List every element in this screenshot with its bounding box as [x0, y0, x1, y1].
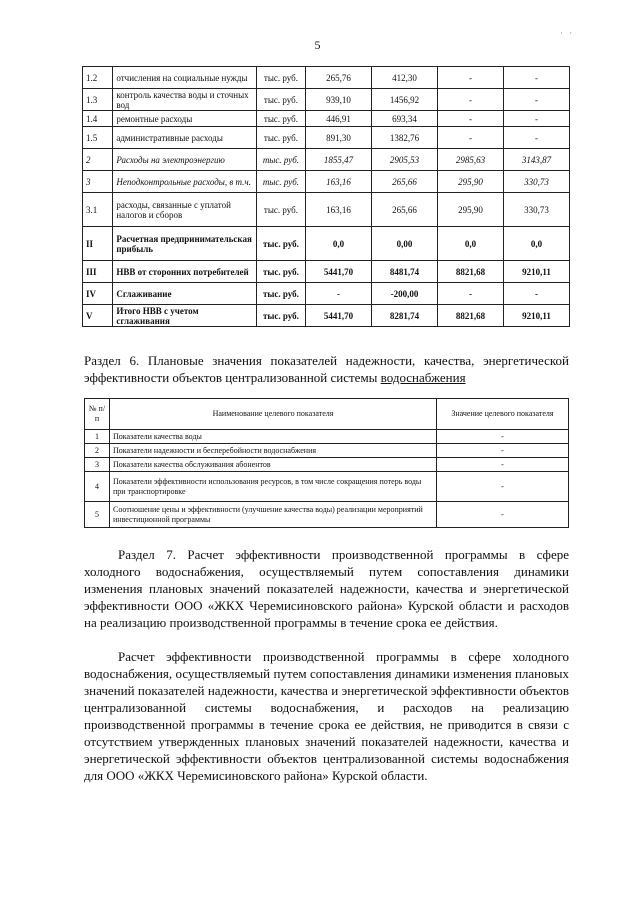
row-unit: тыс. руб. [256, 305, 305, 327]
row-value-4: - [503, 89, 569, 111]
calculation-paragraph: Расчет эффективности производственной программы в сфере холодного водоснабжения, осуществляемый путем сопоставления динамики изменения плановых значений показателей надежности, качества и энергетической эффективности объектов централизованной системы водоснабжения, и расходов на реализацию производственной программы в течение срока ее действия, не приводится в связи с отсутствием утвержденных плановых значений показателей надежности, качества и энергетической эффективности объектов централизованной системы водоснабжения для ООО «ЖКХ Черемисиновского района» Курской области. [84, 649, 569, 783]
cost-table-row [83, 305, 570, 327]
page-number: 5 [314, 38, 321, 52]
row-value-4: 9210,11 [503, 305, 569, 327]
row-name: Сглаживание [113, 283, 256, 305]
row-value-4: 0,0 [503, 227, 569, 261]
indicator-name: Соотношение цены и эффективности (улучшение качества воды) реализации мероприятий инвестиционной программы [110, 502, 437, 528]
row-number: IV [83, 283, 113, 305]
row-name: Неподконтрольные расходы, в т.ч. [113, 171, 256, 193]
header-name: Наименование целевого показателя [110, 399, 437, 430]
indicator-name: Показатели качества обслуживания абонентов [110, 458, 437, 472]
cost-table [82, 66, 570, 327]
row-unit: тыс. руб. [256, 227, 305, 261]
indicator-row [85, 444, 569, 458]
row-value-2: 8281,74 [372, 305, 438, 327]
row-name: НВВ от сторонних потребителей [113, 261, 256, 283]
row-value-3: 2985,63 [437, 149, 503, 171]
header-no: № п/п [85, 399, 110, 430]
row-value-2: 2905,53 [372, 149, 438, 171]
row-value-2: 265,66 [372, 193, 438, 227]
row-value-4: 330,73 [503, 193, 569, 227]
indicator-no: 3 [85, 458, 110, 472]
section6-heading-text: Раздел 6. Плановые значения показателей надежности, качества, энергетической эффективности объектов централизованной системы [84, 353, 569, 385]
row-name: Расходы на электроэнергию [113, 149, 256, 171]
row-number: V [83, 305, 113, 327]
indicator-table [84, 398, 569, 528]
header-value: Значение целевого показателя [437, 399, 569, 430]
row-value-1: 891,30 [306, 127, 372, 149]
indicator-row [85, 502, 569, 528]
row-value-2: 0,00 [372, 227, 438, 261]
row-value-2: -200,00 [372, 283, 438, 305]
row-unit: тыс. руб. [256, 193, 305, 227]
row-value-4: - [503, 111, 569, 127]
indicator-row [85, 430, 569, 444]
indicator-value: - [437, 472, 569, 502]
cost-table-row [83, 149, 570, 171]
row-value-2: 8481,74 [372, 261, 438, 283]
row-value-4: 330,73 [503, 171, 569, 193]
row-value-4: 9210,11 [503, 261, 569, 283]
cost-table-row [83, 227, 570, 261]
row-value-3: 295,90 [437, 171, 503, 193]
row-value-4: 3143,87 [503, 149, 569, 171]
indicator-value: - [437, 430, 569, 444]
cost-table-row [83, 193, 570, 227]
indicator-row [85, 472, 569, 502]
row-value-2: 265,66 [372, 171, 438, 193]
row-value-1: 0,0 [306, 227, 372, 261]
row-number: 1.2 [83, 67, 113, 89]
indicator-value: - [437, 502, 569, 528]
row-name: Итого НВВ с учетом сглаживания [113, 305, 256, 327]
row-number: III [83, 261, 113, 283]
row-number: 3 [83, 171, 113, 193]
scan-mark: · · [560, 28, 575, 38]
row-name: расходы, связанные с уплатой налогов и сборов [113, 193, 256, 227]
indicator-value: - [437, 444, 569, 458]
row-value-3: - [437, 111, 503, 127]
row-number: 3.1 [83, 193, 113, 227]
indicator-name: Показатели эффективности использования ресурсов, в том числе сокращения потерь воды при транспортировке [110, 472, 437, 502]
row-value-3: - [437, 127, 503, 149]
cost-table-row [83, 127, 570, 149]
row-value-2: 1382,76 [372, 127, 438, 149]
row-unit: тыс. руб. [256, 127, 305, 149]
row-number: II [83, 227, 113, 261]
row-value-3: - [437, 283, 503, 305]
indicator-header-row [85, 399, 569, 430]
row-value-3: 8821,68 [437, 305, 503, 327]
row-number: 2 [83, 149, 113, 171]
cost-table-row [83, 67, 570, 89]
row-name: Расчетная предпринимательская прибыль [113, 227, 256, 261]
indicator-no: 2 [85, 444, 110, 458]
row-value-3: 0,0 [437, 227, 503, 261]
row-value-2: 693,34 [372, 111, 438, 127]
row-number: 1.4 [83, 111, 113, 127]
row-value-4: - [503, 67, 569, 89]
row-value-4: - [503, 127, 569, 149]
indicator-value: - [437, 458, 569, 472]
row-unit: тыс. руб. [256, 67, 305, 89]
indicator-no: 5 [85, 502, 110, 528]
row-value-3: 295,90 [437, 193, 503, 227]
row-value-3: - [437, 89, 503, 111]
row-unit: тыс. руб. [256, 111, 305, 127]
row-value-1: 939,10 [306, 89, 372, 111]
row-unit: тыс. руб. [256, 283, 305, 305]
row-number: 1.3 [83, 89, 113, 111]
cost-table-row [83, 89, 570, 111]
section6-heading-underlined: водоснабжения [380, 370, 466, 385]
row-value-1: 265,76 [306, 67, 372, 89]
indicator-no: 1 [85, 430, 110, 444]
row-value-1: 446,91 [306, 111, 372, 127]
section7-paragraph: Раздел 7. Расчет эффективности производственной программы в сфере холодного водоснабжения, осуществляемый путем сопоставления динамики изменения плановых значений показателей надежности, качества и энергетической эффективности ООО «ЖКХ Черемисиновского района» Курской области и расходов на реализацию производственной программы в течение срока ее действия. [84, 547, 569, 630]
row-value-1: 163,16 [306, 193, 372, 227]
indicator-row [85, 458, 569, 472]
cost-table-row [83, 261, 570, 283]
row-name: административные расходы [113, 127, 256, 149]
cost-table-row [83, 283, 570, 305]
cost-table-row [83, 171, 570, 193]
indicator-name: Показатели надежности и бесперебойности водоснабжения [110, 444, 437, 458]
row-value-1: - [306, 283, 372, 305]
row-value-2: 1456,92 [372, 89, 438, 111]
section6-heading [84, 352, 569, 386]
row-value-1: 163,16 [306, 171, 372, 193]
row-value-3: 8821,68 [437, 261, 503, 283]
row-value-1: 5441,70 [306, 305, 372, 327]
row-unit: тыс. руб. [256, 149, 305, 171]
row-value-2: 412,30 [372, 67, 438, 89]
row-value-3: - [437, 67, 503, 89]
row-value-1: 1855,47 [306, 149, 372, 171]
row-name: отчисления на социальные нужды [113, 67, 256, 89]
row-value-4: - [503, 283, 569, 305]
row-name: ремонтные расходы [113, 111, 256, 127]
row-number: 1.5 [83, 127, 113, 149]
indicator-no: 4 [85, 472, 110, 502]
row-unit: тыс. руб. [256, 89, 305, 111]
cost-table-row [83, 111, 570, 127]
row-unit: тыс. руб. [256, 261, 305, 283]
row-value-1: 5441,70 [306, 261, 372, 283]
row-unit: тыс. руб. [256, 171, 305, 193]
indicator-name: Показатели качества воды [110, 430, 437, 444]
row-name: контроль качества воды и сточных вод [113, 89, 256, 111]
